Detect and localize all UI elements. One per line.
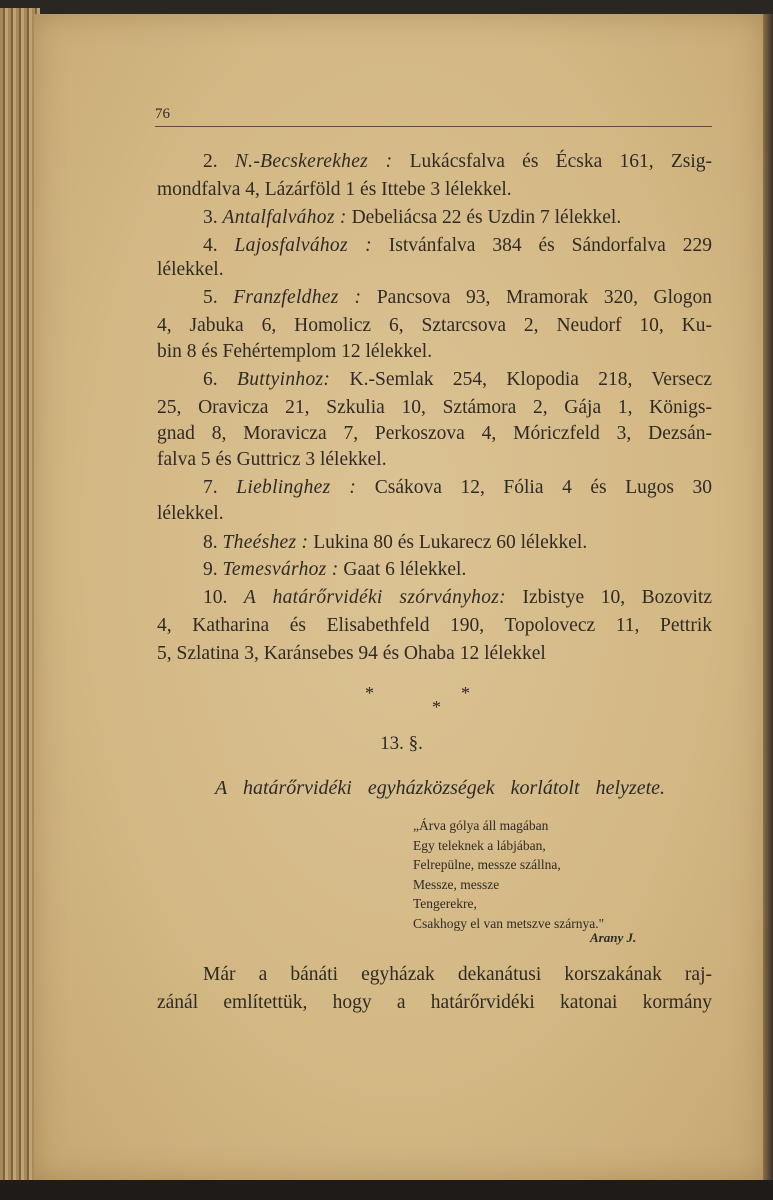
item-number: 2.: [203, 151, 218, 172]
item-number: 3.: [203, 207, 218, 228]
list-item-continuation: lélekkel.: [157, 259, 224, 280]
item-number: 10.: [203, 587, 228, 608]
list-item-continuation: bin 8 és Fehértemplom 12 lélekkel.: [157, 341, 433, 362]
section-number: 13. §.: [380, 733, 423, 754]
epigraph-author: Arany J.: [590, 930, 637, 945]
item-text: Lukácsfalva és Écska 161, Zsig-: [409, 151, 713, 172]
destination-parish: A határőrvidéki szórványhoz:: [243, 587, 506, 608]
list-item: [203, 234, 712, 258]
item-text: Csákova 12, Fólia 4 és Lugos 30: [374, 477, 713, 498]
item-number: 5.: [203, 287, 218, 308]
item-text: Pancsova 93, Mramorak 320, Glogon: [376, 287, 713, 308]
list-item-continuation: gnad 8, Moravicza 7, Perkoszova 4, Móriczfeld 3, Dezsán-: [157, 423, 712, 444]
item-text: Istvánfalva 384 és Sándorfalva 229: [388, 235, 712, 256]
destination-parish: Buttyinhoz:: [236, 369, 331, 390]
destination-parish: Antalfalvához :: [222, 207, 347, 228]
body-line: Már a bánáti egyházak dekanátusi korszakának raj-: [203, 964, 712, 985]
epigraph-poem: [413, 816, 604, 933]
destination-parish: Franzfeldhez :: [233, 287, 362, 308]
header-rule: [155, 126, 712, 127]
list-item: [203, 586, 712, 610]
item-number: 7.: [203, 477, 218, 498]
item-text: Debeliácsa 22 és Uzdin 7 lélekkel.: [351, 207, 622, 228]
list-item-continuation: 5, Szlatina 3, Karánsebes 94 és Ohaba 12 lélekkel: [157, 643, 546, 664]
poem-line: Messze, messze: [413, 876, 500, 892]
list-item: [203, 368, 712, 392]
poem-line: „Árva gólya áll magában: [413, 818, 549, 833]
asterisk: *: [461, 683, 470, 703]
body-line: zánál említettük, hogy a határőrvidéki katonai kormány: [157, 992, 712, 1013]
page-right-edge: [763, 14, 773, 1180]
list-item-continuation: 25, Oravicza 21, Szkulia 10, Sztámora 2, Gája 1, Königs-: [157, 397, 712, 418]
item-text: Lukina 80 és Lukarecz 60 lélekkel.: [313, 532, 588, 553]
section-title: A határőrvidéki egyházközségek korlátolt helyzete.: [215, 777, 665, 799]
poem-line: Csakhogy el van metszve szárnya.": [413, 915, 605, 931]
item-text: Izbistye 10, Bozovitz: [522, 587, 712, 608]
list-item-continuation: 4, Katharina és Elisabethfeld 190, Topolovecz 11, Pettrik: [157, 615, 712, 636]
destination-parish: N.-Becskerekhez :: [234, 151, 393, 172]
list-item: [203, 558, 712, 582]
scan-bottom-edge: [0, 1180, 773, 1200]
list-item-continuation: 4, Jabuka 6, Homolicz 6, Sztarcsova 2, Neudorf 10, Ku-: [157, 315, 712, 336]
destination-parish: Theéshez :: [222, 532, 309, 553]
item-number: 8.: [203, 532, 218, 553]
item-number: 4.: [203, 235, 218, 256]
list-item: [203, 206, 712, 230]
item-number: 9.: [203, 559, 218, 580]
page-number: 76: [155, 106, 170, 122]
poem-line: Tengerekre,: [413, 896, 477, 911]
list-item: [203, 150, 712, 174]
list-item: [203, 531, 712, 555]
item-number: 6.: [203, 369, 218, 390]
item-text: K.-Semlak 254, Klopodia 218, Versecz: [349, 369, 712, 390]
destination-parish: Lieblinghez :: [236, 477, 357, 498]
list-item-continuation: mondfalva 4, Lázárföld 1 és Ittebe 3 lélekkel.: [157, 179, 512, 200]
destination-parish: Temesvárhoz :: [222, 559, 339, 580]
asterisk: *: [365, 683, 374, 703]
list-item: [203, 286, 712, 310]
list-item: [203, 476, 712, 500]
poem-line: Felrepülne, messze szállna,: [413, 857, 561, 872]
poem-line: Egy teleknek a lábjában,: [413, 837, 546, 853]
asterisk: *: [432, 697, 441, 717]
list-item-continuation: lélekkel.: [157, 503, 224, 524]
item-text: Gaat 6 lélekkel.: [343, 559, 467, 580]
destination-parish: Lajosfalvához :: [234, 235, 372, 256]
list-item-continuation: falva 5 és Guttricz 3 lélekkel.: [157, 449, 387, 470]
